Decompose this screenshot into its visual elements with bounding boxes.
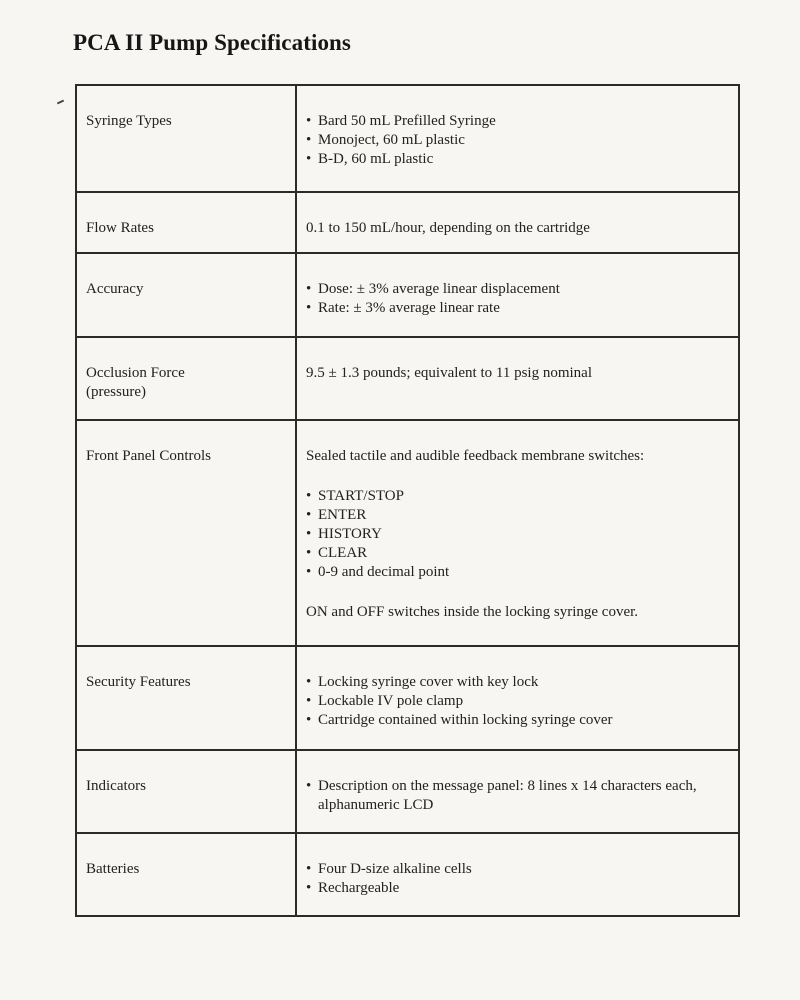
table-row	[76, 85, 739, 192]
list-item: • Rate: ± 3% average linear rate	[306, 299, 729, 318]
list-item: • Description on the message panel: 8 lines x 14 characters each, alphanumeric LCD	[306, 777, 729, 815]
list-item: • START/STOP	[306, 487, 729, 506]
spec-label-indicators: Indicators	[76, 750, 296, 833]
specifications-table	[75, 84, 740, 917]
spec-value-indicators	[296, 750, 739, 833]
spec-label-batteries: Batteries	[76, 833, 296, 916]
bullet-list	[306, 673, 729, 730]
table-row	[76, 750, 739, 833]
spec-label-security-features: Security Features	[76, 646, 296, 750]
spec-label-occlusion-force	[76, 337, 296, 420]
list-item: • ENTER	[306, 506, 729, 525]
spec-value-flow-rates	[296, 192, 739, 253]
list-item: • Lockable IV pole clamp	[306, 692, 729, 711]
spec-label-front-panel-controls: Front Panel Controls	[76, 420, 296, 646]
spec-value-security-features	[296, 646, 739, 750]
bullet-list	[306, 487, 729, 582]
spec-label-flow-rates: Flow Rates	[76, 192, 296, 253]
list-item: • Four D-size alkaline cells	[306, 860, 729, 879]
table-row	[76, 337, 739, 420]
list-item: • Locking syringe cover with key lock	[306, 673, 729, 692]
spec-value-accuracy	[296, 253, 739, 337]
table-row	[76, 833, 739, 916]
spec-value-front-panel-controls	[296, 420, 739, 646]
list-item: • 0-9 and decimal point	[306, 563, 729, 582]
bullet-list	[306, 280, 729, 318]
bullet-list	[306, 777, 729, 815]
label-line: Occlusion Force	[86, 365, 185, 381]
list-item: • Dose: ± 3% average linear displacement	[306, 280, 729, 299]
bullet-list	[306, 860, 729, 898]
list-item: • Bard 50 mL Prefilled Syringe	[306, 112, 729, 131]
spec-label-accuracy: Accuracy	[76, 253, 296, 337]
spec-text: 9.5 ± 1.3 pounds; equivalent to 11 psig nominal	[306, 365, 592, 381]
list-item: • CLEAR	[306, 544, 729, 563]
bullet-list	[306, 112, 729, 169]
spec-label-syringe-types: Syringe Types	[76, 85, 296, 192]
list-item: • Rechargeable	[306, 879, 729, 898]
table-row	[76, 646, 739, 750]
list-item: • Cartridge contained within locking syringe cover	[306, 711, 729, 730]
page-title: PCA II Pump Specifications	[73, 30, 351, 55]
margin-pen-mark	[57, 100, 64, 105]
spec-intro-text: Sealed tactile and audible feedback membrane switches:	[306, 448, 645, 464]
label-line: (pressure)	[86, 384, 146, 400]
spec-value-occlusion-force	[296, 337, 739, 420]
list-item: • HISTORY	[306, 525, 729, 544]
spec-outro-text: ON and OFF switches inside the locking syringe cover.	[306, 604, 639, 620]
list-item: • Monoject, 60 mL plastic	[306, 131, 729, 150]
spec-text: 0.1 to 150 mL/hour, depending on the cartridge	[306, 220, 590, 236]
spec-value-batteries	[296, 833, 739, 916]
spec-value-syringe-types	[296, 85, 739, 192]
table-row	[76, 253, 739, 337]
table-row	[76, 192, 739, 253]
list-item: • B-D, 60 mL plastic	[306, 150, 729, 169]
table-row	[76, 420, 739, 646]
